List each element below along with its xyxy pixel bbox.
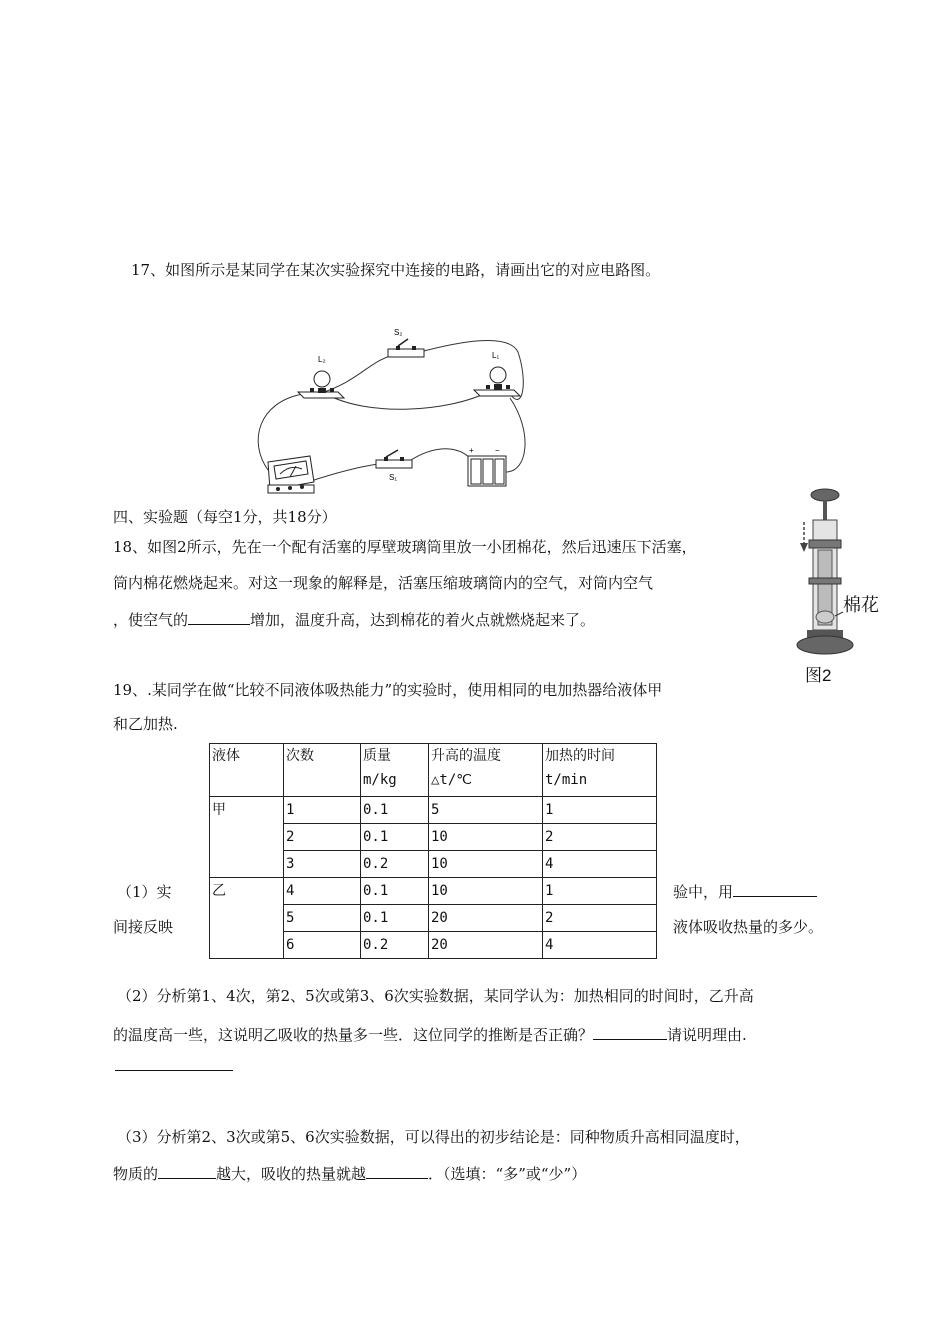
label-l1: L₁ — [492, 351, 500, 360]
table-cell: 20 — [429, 905, 543, 932]
q19-p3-blank-1[interactable] — [158, 1163, 216, 1179]
header-mass: 质量 m/kg — [361, 744, 429, 797]
q19-line1: 19、.某同学在做“比较不同液体吸热能力”的实验时，使用相同的电加热器给液体甲 — [113, 681, 663, 699]
table-cell: 4 — [543, 932, 657, 959]
table-row — [210, 878, 657, 905]
table-cell: 1 — [543, 797, 657, 824]
q19-p2-line2-b: 请说明理由. — [667, 1026, 747, 1044]
figure-2 — [785, 480, 895, 690]
q19-p3-line1: （3）分析第2、3次或第5、6次实验数据，可以得出的初步结论是：同种物质升高相同温度时， — [117, 1128, 750, 1146]
header-temp: 升高的温度 △t/℃ — [429, 744, 543, 797]
q18-blank[interactable] — [188, 609, 250, 625]
label-s1: S₁ — [389, 473, 398, 482]
table-cell: 2 — [543, 824, 657, 851]
q19-p2-line2-text: 的温度高一些，这说明乙吸收的热量多一些．这位同学的推断是否正确？ — [113, 1026, 594, 1044]
q18-line1: 18、如图2所示，先在一个配有活塞的厚壁玻璃筒里放一小团棉花，然后迅速压下活塞， — [113, 538, 697, 556]
q19-p2-blank-2[interactable] — [115, 1056, 233, 1071]
down-arrow-icon — [800, 522, 808, 552]
switch-s1 — [376, 450, 412, 468]
label-minus: − — [495, 446, 500, 455]
table-cell: 1 — [543, 878, 657, 905]
table-cell: 0.1 — [361, 905, 429, 932]
table-cell: 10 — [429, 824, 543, 851]
q19-p1-right-a-text: 验中，用 — [673, 883, 734, 901]
table-cell: 10 — [429, 851, 543, 878]
wire — [308, 464, 378, 482]
header-time: 加热的时间 t/min — [543, 744, 657, 797]
table-cell: 20 — [429, 932, 543, 959]
header-trial: 次数 — [284, 744, 361, 797]
table-cell: 4 — [543, 851, 657, 878]
q18-line3 — [113, 609, 595, 630]
table-cell: 10 — [429, 878, 543, 905]
q18-line2: 筒内棉花燃烧起来。对这一现象的解释是，活塞压缩玻璃筒内的空气，对筒内空气 — [113, 574, 654, 592]
cell-liquid-b: 乙 — [210, 878, 284, 959]
label-s2: S₂ — [394, 328, 403, 337]
battery — [468, 456, 506, 486]
q18-line3-b: 增加，温度升高，达到棉花的着火点就燃烧起来了。 — [250, 611, 596, 629]
q19-p3-line2-c: ．（选填：“多”或“少”） — [428, 1165, 587, 1183]
table-cell: 0.1 — [361, 824, 429, 851]
table-cell: 0.1 — [361, 797, 429, 824]
table-cell: 5 — [429, 797, 543, 824]
q19-p1-left-a: （1）实 — [117, 883, 172, 901]
bulb-l1 — [474, 367, 520, 396]
figure-label-cotton: 棉花 — [843, 595, 879, 615]
q19-p3-line2-b: 越大，吸收的热量就越 — [216, 1165, 367, 1183]
figure-caption: 图2 — [805, 666, 832, 685]
table-cell: 2 — [284, 824, 361, 851]
table-cell: 0.2 — [361, 932, 429, 959]
q19-p2-line1: （2）分析第1、4次，第2、5次或第3、6次实验数据，某同学认为：加热相同的时间时，乙升高 — [117, 987, 754, 1005]
wire — [506, 398, 525, 472]
ammeter — [268, 456, 314, 493]
table-cell: 4 — [284, 878, 361, 905]
table-cell: 1 — [284, 797, 361, 824]
label-plus: + — [469, 446, 474, 455]
switch-s2 — [388, 339, 424, 357]
q19-p3-line2-a: 物质的 — [113, 1165, 159, 1183]
bulb-l2 — [298, 371, 344, 398]
circuit-figure — [248, 322, 533, 497]
table-header-row — [210, 744, 657, 797]
q19-p3-blank-2[interactable] — [366, 1163, 428, 1179]
q17-text: 17、如图所示是某同学在某次实验探究中连接的电路，请画出它的对应电路图。 — [131, 261, 661, 279]
wire — [326, 392, 488, 409]
table-cell: 0.1 — [361, 878, 429, 905]
table-cell: 5 — [284, 905, 361, 932]
label-l2: L₂ — [318, 355, 326, 364]
wire — [318, 355, 393, 394]
header-liquid: 液体 — [210, 744, 284, 797]
q19-p1-right-a — [673, 881, 817, 902]
table-cell: 0.2 — [361, 851, 429, 878]
q19-p3-line2 — [113, 1163, 586, 1184]
table-cell: 2 — [543, 905, 657, 932]
data-table — [209, 743, 657, 959]
q19-p2-blank-1[interactable] — [593, 1024, 667, 1040]
q19-p1-left-b: 间接反映 — [113, 918, 174, 936]
q19-p1-blank[interactable] — [733, 881, 817, 897]
wire — [408, 449, 473, 462]
section-title: 四、实验题（每空1分，共18分） — [113, 508, 337, 526]
table-row — [210, 797, 657, 824]
q19-p2-line2 — [113, 1024, 747, 1045]
q18-line3-a: ，使空气的 — [113, 611, 189, 629]
table-cell: 3 — [284, 851, 361, 878]
q19-p1-right-b: 液体吸收热量的多少。 — [673, 918, 824, 936]
q19-line2: 和乙加热. — [113, 715, 178, 733]
cell-liquid-a: 甲 — [210, 797, 284, 878]
table-cell: 6 — [284, 932, 361, 959]
